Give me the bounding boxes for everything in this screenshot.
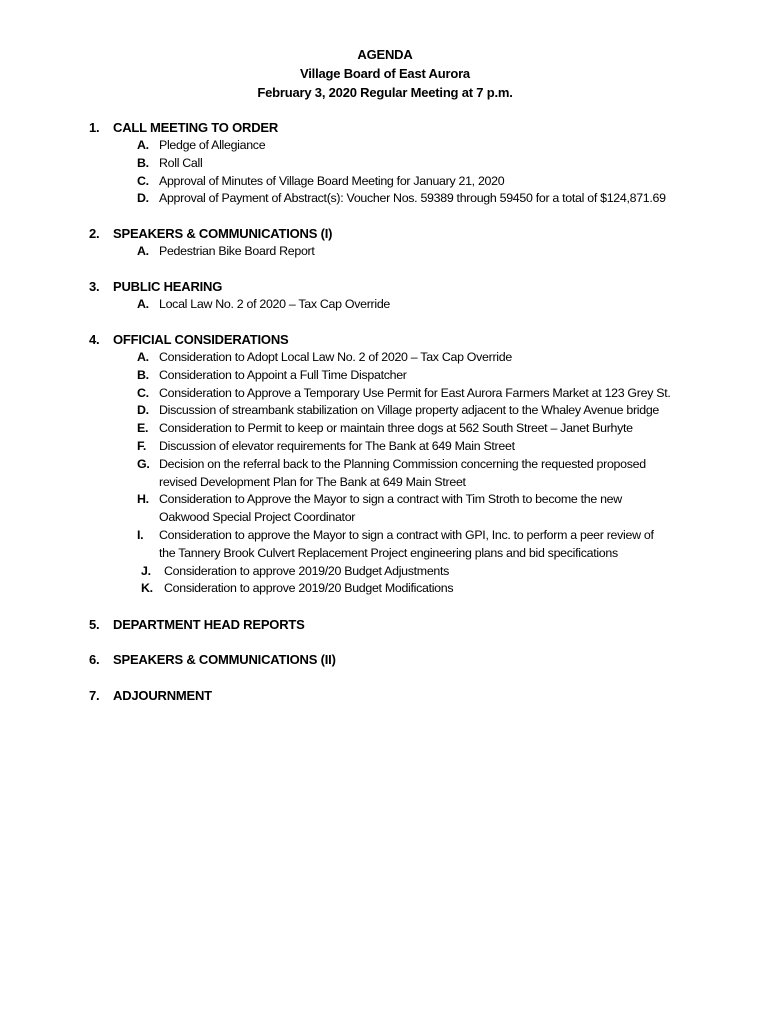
item-text: Local Law No. 2 of 2020 – Tax Cap Override — [159, 297, 390, 311]
agenda-item — [89, 385, 670, 403]
agenda-item — [89, 349, 670, 367]
item-letter: H. — [137, 492, 149, 507]
agenda-item — [89, 527, 670, 563]
section-heading — [89, 225, 332, 243]
section-number: 2. — [89, 226, 100, 241]
section-title: CALL MEETING TO ORDER — [113, 120, 279, 135]
item-text: Approval of Payment of Abstract(s): Voucher Nos. 59389 through 59450 for a total of $124,871.69 — [159, 191, 666, 206]
section-heading — [89, 119, 666, 137]
section-number: 5. — [89, 617, 100, 632]
agenda-item — [89, 190, 666, 208]
item-letter: K. — [141, 581, 153, 596]
agenda-section — [89, 651, 336, 669]
section-title: PUBLIC HEARING — [113, 279, 223, 294]
item-letter: G. — [137, 456, 150, 471]
item-letter: C. — [137, 173, 149, 188]
agenda-title: AGENDA — [357, 47, 413, 62]
section-number: 7. — [89, 688, 100, 703]
item-letter: F. — [137, 438, 147, 453]
item-letter: D. — [137, 191, 149, 206]
item-letter: I. — [137, 527, 144, 542]
item-text: Pledge of Allegiance — [159, 138, 266, 152]
item-letter: A. — [137, 297, 149, 311]
item-text: Oakwood Special Project Coordinator — [159, 510, 356, 525]
agenda-item — [89, 367, 670, 385]
agenda-section — [89, 119, 666, 208]
agenda-item — [89, 438, 670, 456]
item-list — [89, 296, 390, 314]
item-letter: C. — [137, 385, 149, 400]
item-text: Consideration to Approve a Temporary Use Permit for East Aurora Farmers Market at 123 Grey St. — [159, 385, 671, 400]
agenda-item — [89, 563, 670, 581]
item-list — [89, 349, 670, 598]
section-title: SPEAKERS & COMMUNICATIONS (I) — [113, 226, 333, 241]
item-letter: B. — [137, 155, 149, 170]
item-text: Consideration to approve 2019/20 Budget Modifications — [164, 581, 454, 596]
section-heading — [89, 616, 305, 634]
section-heading — [89, 331, 670, 349]
agenda-item — [89, 402, 670, 420]
agenda-item — [89, 173, 666, 191]
item-text: Consideration to Appoint a Full Time Dispatcher — [159, 367, 407, 382]
item-letter: J. — [141, 563, 151, 578]
section-heading — [89, 651, 336, 669]
item-letter: A. — [137, 138, 149, 152]
item-letter: A. — [137, 244, 149, 258]
item-text: Discussion of elevator requirements for The Bank at 649 Main Street — [159, 438, 515, 453]
agenda-section — [89, 278, 390, 314]
section-title: SPEAKERS & COMMUNICATIONS (II) — [113, 652, 336, 667]
item-text: Discussion of streambank stabilization on Village property adjacent to the Whaley Avenue bridge — [159, 403, 660, 418]
section-number: 1. — [89, 120, 100, 135]
item-text: Consideration to Adopt Local Law No. 2 of 2020 – Tax Cap Override — [159, 350, 512, 364]
item-list — [89, 137, 666, 208]
agenda-section — [89, 616, 305, 634]
section-number: 3. — [89, 279, 100, 294]
item-letter: B. — [137, 367, 149, 382]
agenda-item — [89, 456, 670, 492]
agenda-item — [89, 491, 670, 527]
section-heading — [89, 278, 390, 296]
item-text: Decision on the referral back to the Planning Commission concerning the requested proposed — [159, 456, 646, 471]
agenda-section — [89, 331, 670, 598]
item-letter: A. — [137, 350, 149, 364]
section-number: 4. — [89, 332, 100, 347]
item-text: Consideration to approve the Mayor to sign a contract with GPI, Inc. to perform a peer review of — [159, 527, 654, 542]
item-text: Approval of Minutes of Village Board Meeting for January 21, 2020 — [159, 173, 505, 188]
agenda-section — [89, 225, 332, 261]
section-heading — [89, 687, 212, 705]
agenda-section — [89, 687, 212, 705]
item-text: Roll Call — [159, 155, 203, 170]
section-title: DEPARTMENT HEAD REPORTS — [113, 617, 305, 632]
meeting-date: February 3, 2020 Regular Meeting at 7 p.m. — [257, 85, 513, 100]
section-title: OFFICIAL CONSIDERATIONS — [113, 332, 289, 347]
item-list — [89, 243, 332, 261]
item-text: Consideration to Permit to keep or maintain three dogs at 562 South Street – Janet Burhyte — [159, 421, 633, 436]
item-text: Consideration to Approve the Mayor to sign a contract with Tim Stroth to become the new — [159, 492, 622, 507]
item-text: Consideration to approve 2019/20 Budget Adjustments — [164, 563, 450, 578]
agenda-item — [89, 420, 670, 438]
item-text: the Tannery Brook Culvert Replacement Project engineering plans and bid specifications — [159, 545, 618, 560]
agenda-item — [89, 243, 332, 261]
section-number: 6. — [89, 652, 100, 667]
agenda-item — [89, 580, 670, 598]
item-letter: E. — [137, 421, 149, 436]
board-name: Village Board of East Aurora — [300, 66, 470, 81]
section-title: ADJOURNMENT — [113, 688, 212, 703]
item-letter: D. — [137, 403, 149, 418]
agenda-item — [89, 137, 666, 155]
item-text: revised Development Plan for The Bank at 649 Main Street — [159, 474, 466, 489]
agenda-item — [89, 296, 390, 314]
agenda-item — [89, 155, 666, 173]
agenda-header — [0, 45, 770, 102]
item-text: Pedestrian Bike Board Report — [159, 244, 315, 258]
